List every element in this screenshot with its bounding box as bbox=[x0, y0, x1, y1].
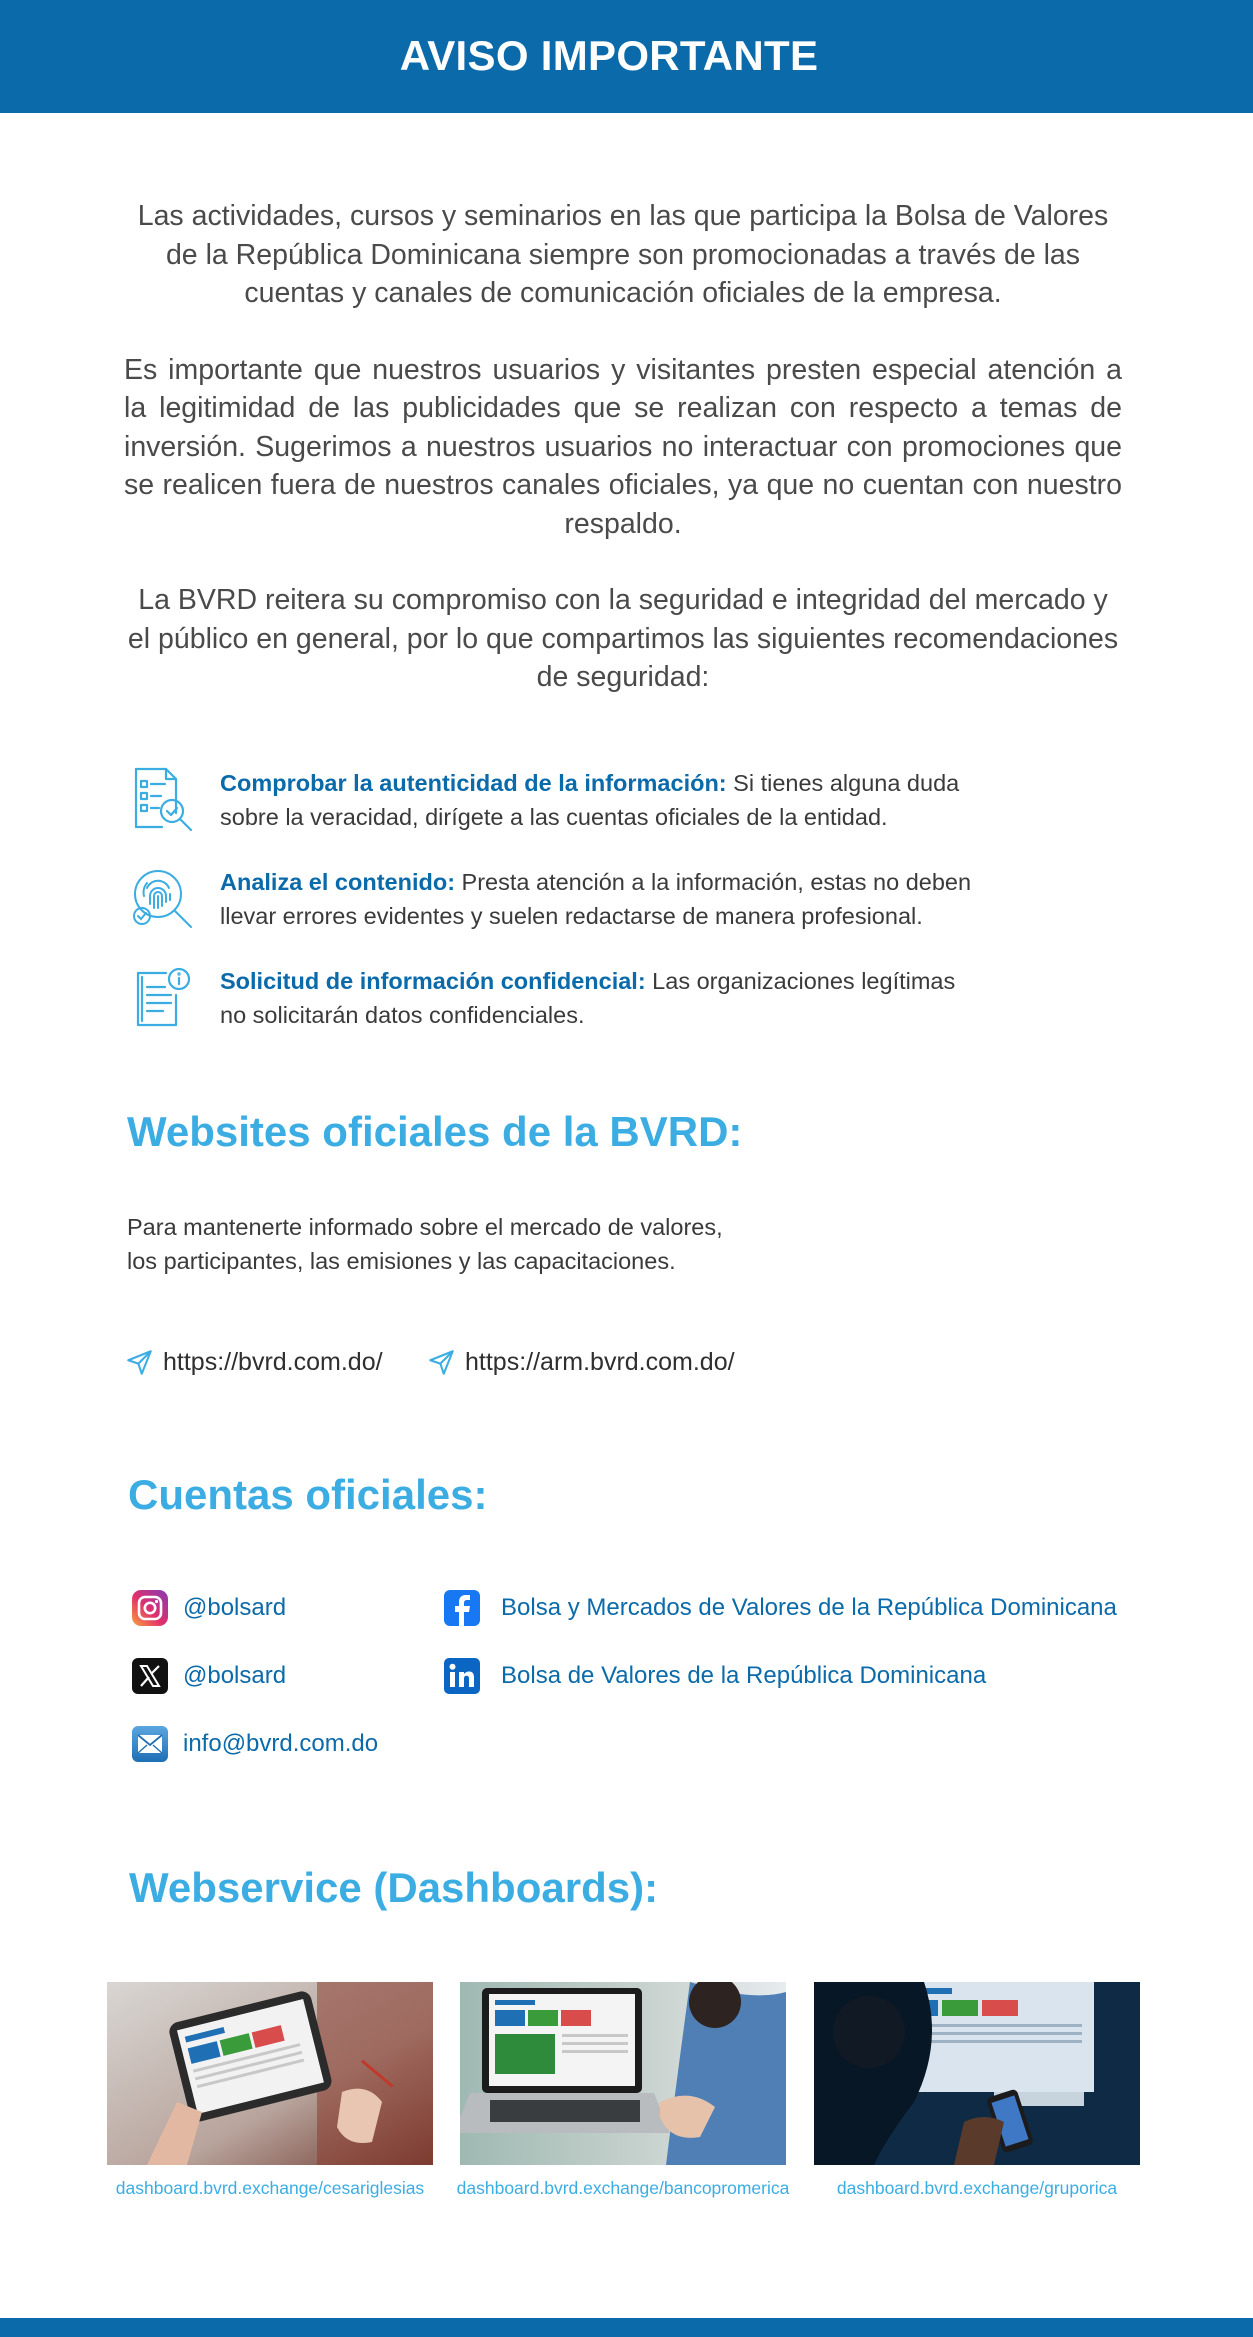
accounts-section-title: Cuentas oficiales: bbox=[128, 1471, 488, 1518]
dashboard-card-gruporica[interactable] bbox=[814, 1982, 1140, 2198]
recommendation-text: Comprobar la autenticidad de la información: Si tienes alguna duda sobre la veracidad, dirígete a las cuentas oficiales de la entidad. bbox=[220, 770, 960, 830]
dashboard-photo-phone bbox=[814, 1982, 1140, 2165]
send-icon bbox=[126, 1349, 153, 1376]
x-icon bbox=[131, 1657, 169, 1695]
recommendation-title: Analiza el contenido: bbox=[220, 869, 456, 895]
website-link-arm[interactable]: https://arm.bvrd.com.do/ bbox=[428, 1348, 735, 1377]
dashboard-photo-tablet bbox=[107, 1982, 433, 2165]
facebook-icon bbox=[443, 1589, 481, 1627]
header-banner bbox=[0, 0, 1253, 113]
recommendation-title: Comprobar la autenticidad de la información: bbox=[220, 770, 727, 796]
x-account[interactable]: @bolsard bbox=[131, 1657, 286, 1695]
email-account[interactable]: info@bvrd.com.do bbox=[131, 1725, 378, 1763]
linkedin-account[interactable]: Bolsa de Valores de la República Dominicana bbox=[443, 1657, 986, 1695]
websites-description: Para mantenerte informado sobre el mercado de valores, los participantes, las emisiones y las capacitaciones. bbox=[127, 1214, 723, 1274]
dashboard-link[interactable]: dashboard.bvrd.exchange/bancopromerica bbox=[456, 2178, 790, 2198]
intro-paragraph-1: Las actividades, cursos y seminarios en las que participa la Bolsa de Valores de la República Dominicana siempre son promocionadas a través de las cuentas y canales de comunicación oficiales de la empresa. bbox=[137, 200, 1109, 309]
intro-paragraph-2: Es importante que nuestros usuarios y visitantes presten especial atención a la legitimidad de las publicidades que se realizan con respecto a temas de inversión. Sugerimos a nuestros usuarios no interactuar con promociones que se realicen fuera de nuestros canales oficiales, ya que no cuentan con nuestro respaldo. bbox=[124, 353, 1122, 540]
page-title: AVISO IMPORTANTE bbox=[399, 32, 819, 79]
dashboard-card-cesariglesias[interactable] bbox=[107, 1982, 433, 2198]
dashboard-link[interactable]: dashboard.bvrd.exchange/gruporica bbox=[836, 2178, 1118, 2198]
recommendation-text: Solicitud de información confidencial: Las organizaciones legítimas no solicitarán datos confidenciales. bbox=[220, 968, 956, 1028]
website-link-bvrd[interactable]: https://bvrd.com.do/ bbox=[126, 1348, 383, 1377]
info-document-icon bbox=[130, 965, 196, 1031]
instagram-account[interactable]: @bolsard bbox=[131, 1589, 286, 1627]
instagram-icon bbox=[131, 1589, 169, 1627]
intro-paragraph-3: La BVRD reitera su compromiso con la seguridad e integridad del mercado y el público en general, por lo que compartimos las siguientes recomendaciones de seguridad: bbox=[127, 584, 1119, 693]
recommendation-text: Analiza el contenido: Presta atención a la información, estas no deben llevar errores evidentes y suelen redactarse de manera profesional. bbox=[220, 869, 972, 929]
footer-bar bbox=[0, 2318, 1253, 2337]
recommendation-title: Solicitud de información confidencial: bbox=[220, 968, 646, 994]
mail-icon bbox=[131, 1725, 169, 1763]
intro-text bbox=[124, 197, 1122, 735]
linkedin-icon bbox=[443, 1657, 481, 1695]
fingerprint-search-icon bbox=[130, 866, 196, 932]
document-search-icon bbox=[130, 767, 196, 833]
dashboard-card-bancopromerica[interactable] bbox=[456, 1982, 790, 2198]
facebook-account[interactable]: Bolsa y Mercados de Valores de la República Dominicana bbox=[443, 1589, 1117, 1627]
dashboard-photo-laptop bbox=[460, 1982, 786, 2165]
send-icon bbox=[428, 1349, 455, 1376]
websites-section-title: Websites oficiales de la BVRD: bbox=[127, 1108, 743, 1155]
dashboards-section-title: Webservice (Dashboards): bbox=[129, 1864, 659, 1911]
dashboard-link[interactable]: dashboard.bvrd.exchange/cesariglesias bbox=[115, 2178, 425, 2198]
